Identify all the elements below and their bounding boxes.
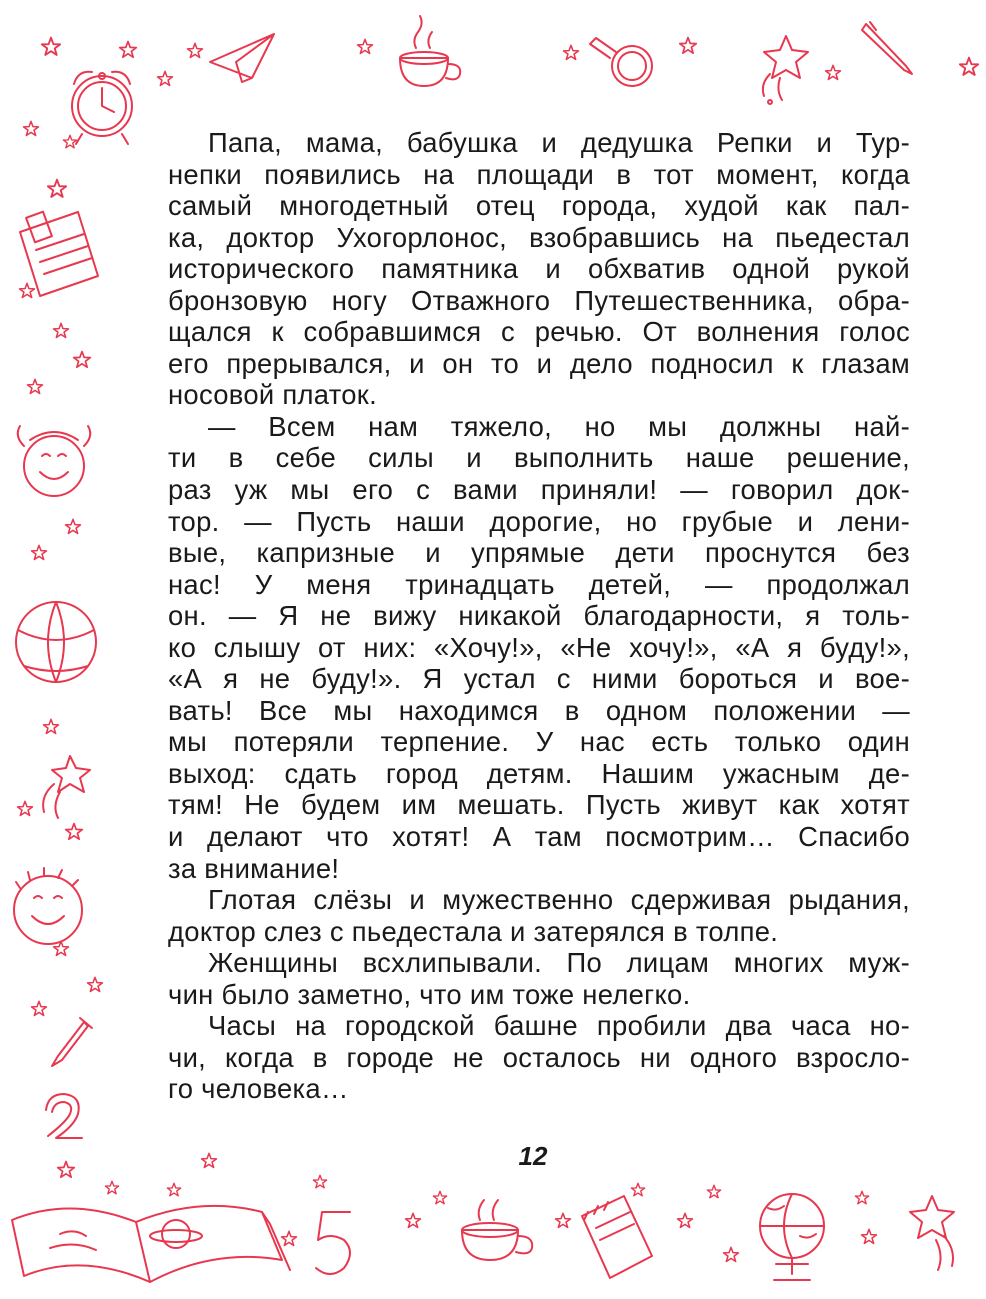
paragraph <box>168 411 910 884</box>
text-line: чин было заметно, что им тоже нелегко. <box>168 978 691 1010</box>
pen-icon <box>862 22 912 74</box>
number-five-icon <box>316 1212 350 1274</box>
text-line: Папа, мама, бабушка и дедушка Репки и Тур- <box>208 127 910 158</box>
text-line: тор. — Пусть наши дорогие, но грубые и лени- <box>168 505 910 537</box>
text-line: «А я не буду!». Я устал с ними бороться и вое- <box>168 663 910 695</box>
girl-face-icon <box>18 426 91 496</box>
text-line: мы потеряли терпение. У нас есть только один <box>168 726 910 758</box>
text-line: и делают что хотят! А там посмотрим… Спасибо <box>168 821 910 853</box>
number-two-icon <box>46 1094 82 1138</box>
magnifier-icon <box>590 38 652 86</box>
text-line: бронзовую ногу Отважного Путешественника, обра- <box>168 284 910 316</box>
text-line: он. — Я не вижу никакой благодарности, я толь- <box>168 600 910 632</box>
shooting-star-icon <box>910 1196 954 1270</box>
text-line: Часы на городской башне пробили два часа но- <box>208 1010 910 1042</box>
text-line: непки появились на площади в тот момент, когда <box>168 158 910 190</box>
text-line: щался к собравшимся с речью. От волнения голос <box>168 316 910 348</box>
text-line: носовой платок. <box>168 379 377 411</box>
paragraph <box>168 1010 910 1105</box>
text-line: ти в себе силы и выполнить наше решение, <box>168 442 910 474</box>
shooting-star-icon <box>43 756 90 818</box>
shooting-star-icon <box>763 36 808 104</box>
text-line: го человека… <box>168 1073 349 1105</box>
paragraph <box>168 947 910 1010</box>
basketball-icon <box>16 602 96 682</box>
paragraph <box>168 127 910 411</box>
alarm-clock-icon <box>72 72 132 144</box>
text-line: Женщины всхлипывали. По лицам многих муж- <box>208 947 910 979</box>
page-text <box>168 127 910 1105</box>
notebook-icon <box>582 1196 652 1278</box>
text-line: доктор слез с пьедестала и затерялся в толпе. <box>168 915 779 947</box>
text-line: Глотая слёзы и мужественно сдерживая рыдания, <box>208 884 910 916</box>
text-line: за внимание! <box>168 852 340 884</box>
text-line: вые, капризные и упрямые дети проснутся без <box>168 537 910 569</box>
text-line: ко слышу от них: «Хочу!», «Не хочу!», «А я буду!», <box>168 631 910 663</box>
text-line: раз уж мы его с вами приняли! — говорил док- <box>168 474 910 506</box>
coffee-cup-icon <box>462 1200 532 1260</box>
paragraph <box>168 884 910 947</box>
coffee-cup-icon <box>400 16 460 86</box>
text-line: исторического памятника и обхватив одной рукой <box>168 253 910 285</box>
page-number: 12 <box>518 1141 548 1171</box>
text-line: чи, когда в городе не осталось ни одного взросло- <box>168 1041 910 1073</box>
text-line: нас! У меня тринадцать детей, — продолжал <box>168 568 910 600</box>
text-line: самый многодетный отец города, худой как пал- <box>168 190 910 222</box>
pencil-icon <box>52 1018 92 1066</box>
text-line: вать! Все мы находимся в одном положении — <box>168 694 910 726</box>
open-book-icon <box>12 1206 290 1282</box>
text-line: тям! Не будем им мешать. Пусть живут как хотят <box>168 789 910 821</box>
text-line: — Всем нам тяжело, но мы должны най- <box>208 410 910 442</box>
boy-face-icon <box>14 868 82 944</box>
planet-icon <box>150 1220 202 1248</box>
globe-icon <box>760 1194 824 1280</box>
sticky-note-icon <box>20 212 98 296</box>
paper-plane-icon <box>210 34 274 82</box>
text-line: ка, доктор Ухогорлонос, взобравшись на пьедестал <box>168 221 910 253</box>
text-line: его прерывался, и он то и дело подносил к глазам <box>168 347 910 379</box>
text-line: выход: сдать город детям. Нашим ужасным де- <box>168 757 910 789</box>
